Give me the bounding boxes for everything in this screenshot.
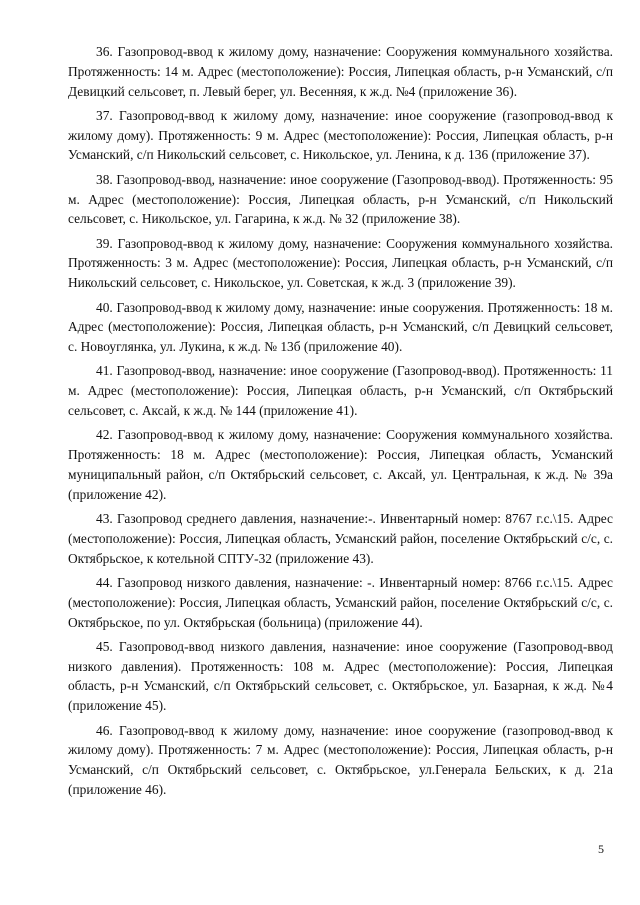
document-page bbox=[68, 42, 613, 804]
paragraph-item-40: 40. Газопровод-ввод к жилому дому, назначение: иные сооружения. Протяженность: 18 м. Адрес (местоположение): Россия, Липецкая область, р-н Усманский, с/п Девицкий сельсовет, с. Новоуглянка, ул. Лукина, к ж.д. № 13б (приложение 40). bbox=[68, 299, 613, 355]
paragraph-item-45: 45. Газопровод-ввод низкого давления, назначение: иное сооружение (Газопровод-ввод низкого давления). Протяженность: 108 м. Адрес (местоположение): Россия, Липецкая область, р-н Усманский, с/п Октябрьский сельсовет, с. Октябрьское, ул. Базарная, к ж.д. №4 (приложение 45). bbox=[68, 638, 613, 714]
paragraph-item-37: 37. Газопровод-ввод к жилому дому, назначение: иное сооружение (газопровод-ввод к жилому дому). Протяженность: 9 м. Адрес (местоположение): Россия, Липецкая область, р-н Усманский, с/п Никольский сельсовет, с. Никольское, ул. Ленина, к д. 136 (приложение 37). bbox=[68, 107, 613, 163]
paragraph-item-44: 44. Газопровод низкого давления, назначение: -. Инвентарный номер: 8766 г.с.\15. Адрес (местоположение): Россия, Липецкая область, Усманский район, поселение Октябрьский с/с, с. Октябрьское, по ул. Октябрьская (больница) (приложение 44). bbox=[68, 574, 613, 630]
paragraph-item-41: 41. Газопровод-ввод, назначение: иное сооружение (Газопровод-ввод). Протяженность: 11 м. Адрес (местоположение): Россия, Липецкая область, р-н Усманский, с/п Октябрьский сельсовет, с. Аксай, к ж.д. № 144 (приложение 41). bbox=[68, 363, 613, 419]
paragraph-item-46: 46. Газопровод-ввод к жилому дому, назначение: иное сооружение (газопровод-ввод к жилому дому). Протяженность: 7 м. Адрес (местоположение): Россия, Липецкая область, р-н Усманский, с/п Октябрьский сельсовет, с. Октябрьское, ул.Генерала Бельских, к д. 21а (приложение 46). bbox=[68, 722, 613, 797]
paragraph-item-39: 39. Газопровод-ввод к жилому дому, назначение: Сооружения коммунального хозяйства. Протяженность: 3 м. Адрес (местоположение): Россия, Липецкая область, р-н Усманский, с/п Никольский сельсовет, с. Никольское, ул. Советская, к ж.д. 3 (приложение 39). bbox=[68, 235, 613, 291]
page-number: 5 bbox=[598, 842, 604, 856]
paragraph-item-42: 42. Газопровод-ввод к жилому дому, назначение: Сооружения коммунального хозяйства. Протяженность: 18 м. Адрес (местоположение): Россия, Липецкая область, Усманский муниципальный район, с/п Октябрьский сельсовет, с. Аксай, ул. Центральная, к ж.д. № 39а (приложение 42). bbox=[68, 427, 613, 502]
paragraph-item-36: 36. Газопровод-ввод к жилому дому, назначение: Сооружения коммунального хозяйства. Протяженность: 14 м. Адрес (местоположение): Россия, Липецкая область, р-н Усманский, с/п Девицкий сельсовет, п. Левый берег, ул. Весенняя, к ж.д. №4 (приложение 36). bbox=[68, 44, 613, 99]
paragraph-item-38: 38. Газопровод-ввод, назначение: иное сооружение (Газопровод-ввод). Протяженность: 95 м. Адрес (местоположение): Россия, Липецкая область, р-н Усманский, с/п Никольский сельсовет, с. Никольское, ул. Гагарина, к ж.д. № 32 (приложение 38). bbox=[68, 171, 613, 227]
paragraph-item-43: 43. Газопровод среднего давления, назначение:-. Инвентарный номер: 8767 г.с.\15. Адрес (местоположение): Россия, Липецкая область, Усманский район, поселение Октябрьский с/с, с. Октябрьское, к котельной СПТУ-32 (приложение 43). bbox=[68, 511, 613, 566]
